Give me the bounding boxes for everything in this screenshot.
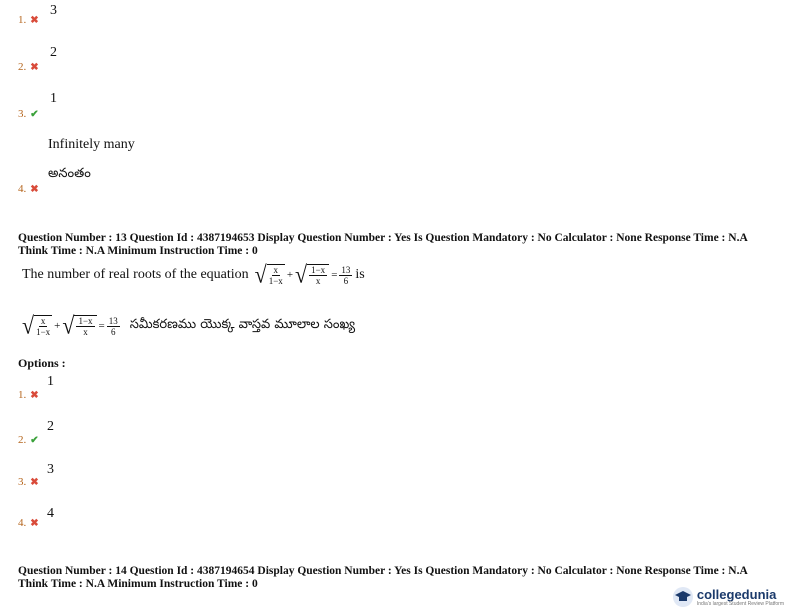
q13-option-1-value: 1	[47, 374, 54, 389]
wrong-icon: ✖	[30, 184, 39, 195]
frac-numerator: 1−x	[78, 316, 93, 326]
question-13-header: Question Number : 13 Question Id : 4387194653 Display Question Number : Yes Is Question Mandatory : No Calculator : None Response Time : N.A Think Time : N.A Minimum Instruction Time : 0	[18, 232, 748, 257]
prev-option-1-value: 3	[50, 3, 57, 18]
q13-option-3	[18, 472, 39, 490]
wrong-icon: ✖	[30, 15, 39, 26]
prev-option-4-value: Infinitely many	[48, 137, 135, 152]
option-number: 4.	[18, 183, 27, 195]
plus-sign: +	[286, 269, 294, 281]
question-text: The number of real roots of the equation	[22, 267, 249, 282]
option-number: 4.	[18, 517, 27, 529]
prev-option-2-value: 2	[50, 45, 57, 60]
sqrt-term-2-te: √ $\frac{1-x}{x}$	[62, 315, 96, 337]
frac-denominator: 1−x	[268, 276, 283, 286]
frac-denominator: x	[83, 327, 88, 337]
equals-sign: =	[331, 269, 338, 281]
check-icon: ✔	[30, 435, 39, 446]
options-label: Options :	[18, 356, 66, 370]
frac-denominator: 6	[343, 275, 349, 286]
prev-option-1	[18, 10, 39, 28]
sqrt-term-2: √ $\frac{1-x}{x}$	[295, 264, 329, 286]
collegedunia-logo	[672, 586, 784, 608]
frac-denominator: 1−x	[36, 327, 51, 337]
frac-numerator: 1−x	[311, 265, 326, 275]
q13-option-2-value: 2	[47, 419, 54, 434]
wrong-icon: ✖	[30, 477, 39, 488]
q13-option-1	[18, 385, 39, 403]
wrong-icon: ✖	[30, 390, 39, 401]
frac-numerator: 13	[341, 264, 351, 275]
frac-numerator: x	[273, 265, 279, 275]
option-number: 3.	[18, 476, 27, 488]
frac-numerator: x	[40, 316, 46, 326]
question-14-header: Question Number : 14 Question Id : 4387194654 Display Question Number : Yes Is Question Mandatory : No Calculator : None Response Time : N.A Think Time : N.A Minimum Instruction Time : 0	[18, 565, 748, 590]
option-number: 1.	[18, 14, 27, 26]
question-13-telugu	[22, 311, 356, 340]
prev-option-3-value: 1	[50, 91, 57, 106]
plus-sign: +	[54, 320, 61, 332]
frac-denominator: x	[315, 276, 321, 286]
wrong-icon: ✖	[30, 518, 39, 529]
question-13-text	[22, 260, 365, 289]
prev-option-4	[18, 179, 39, 197]
logo-name: collegedunia	[696, 586, 777, 602]
sqrt-term-1-te: √ $\frac{x}{1-x}$	[22, 311, 51, 340]
equals-sign: =	[98, 320, 105, 332]
prev-option-4-telugu: అనంతం	[48, 166, 91, 181]
prev-option-2	[18, 57, 39, 75]
option-number: 1.	[18, 389, 27, 401]
question-suffix: is	[355, 267, 365, 282]
option-number: 2.	[18, 434, 27, 446]
option-number: 2.	[18, 61, 27, 73]
frac-numerator: 13	[108, 315, 118, 326]
option-number: 3.	[18, 108, 27, 120]
q13-option-2	[18, 430, 39, 448]
graduation-cap-icon	[672, 586, 694, 608]
sqrt-term-1: √ $\frac{x}{1-x}$	[254, 260, 283, 289]
q13-option-4-value: 4	[47, 506, 54, 521]
logo-tagline: India's largest Student Review Platform	[696, 600, 784, 607]
wrong-icon: ✖	[30, 62, 39, 73]
rhs-fraction-te	[107, 316, 120, 337]
frac-denominator: 6	[111, 326, 116, 337]
prev-option-3	[18, 104, 39, 122]
q13-option-3-value: 3	[47, 462, 54, 477]
telugu-question-text: సమీకరణము యొక్క వాస్తవ మూలాల సంఖ్య	[129, 317, 356, 332]
check-icon: ✔	[30, 109, 39, 120]
rhs-fraction	[339, 265, 352, 286]
q13-option-4	[18, 513, 39, 531]
